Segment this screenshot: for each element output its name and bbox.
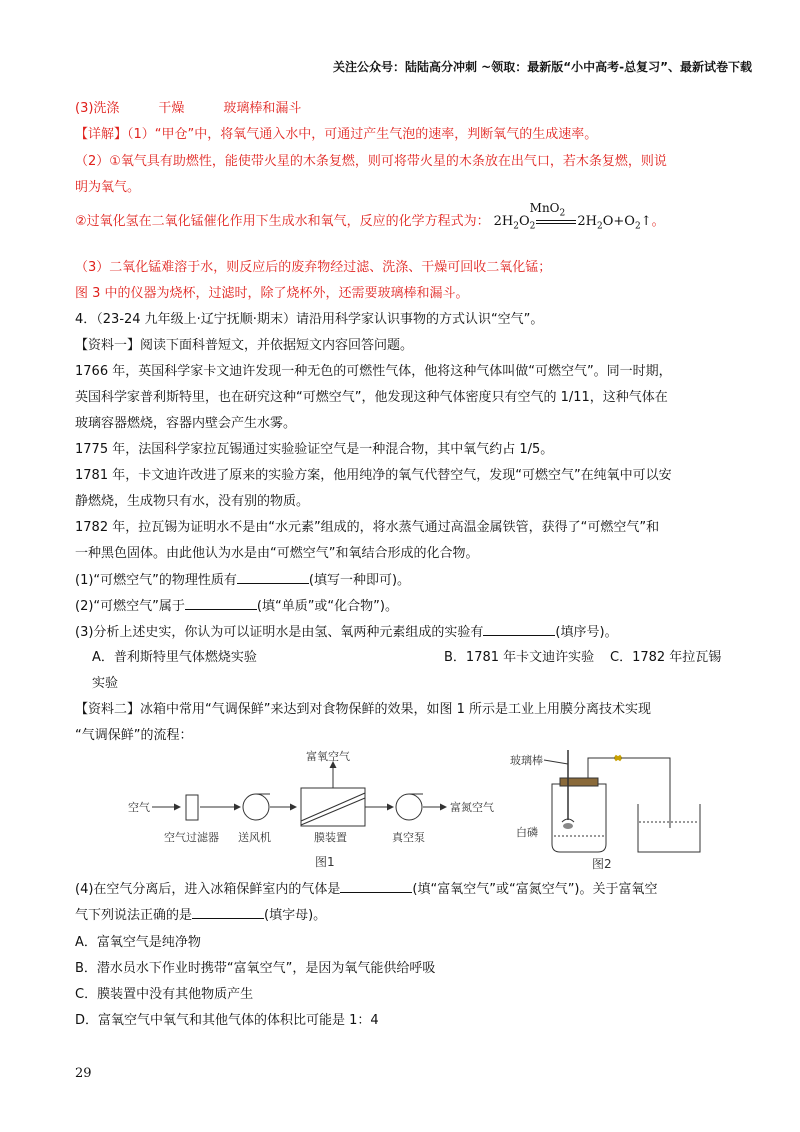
chemical-equation: MnO$_2$ $2H_2O_2$ $2H_2O+O_2↑$	[493, 201, 652, 232]
figure-1-caption: 图1	[315, 855, 335, 869]
answer-blank-2[interactable]	[185, 597, 257, 610]
material-2b: “气调保鲜”的流程：	[75, 728, 193, 743]
answer-blank-4[interactable]	[340, 880, 412, 893]
beaker-shape	[638, 804, 700, 852]
label-blower: 送风机	[238, 831, 271, 844]
sub-question-4a: (4)在空气分离后，进入冰箱保鲜室内的气体是 (填“富氧空气”或“富氮空气”)。关于富氧空	[75, 882, 658, 897]
air-filter-shape	[186, 795, 198, 820]
material-2a: 【资料二】冰箱中常用“气调保鲜”来达到对食物保鲜的效果，如图 1 所示是工业上用膜分离技术实现	[75, 702, 652, 717]
label-membrane: 膜装置	[314, 831, 347, 844]
catalyst-label: MnO$_2$	[529, 201, 566, 219]
para-3b: 静燃烧，生成物只有水，没有别的物质。	[75, 494, 310, 509]
page-header: 关注公众号：陆陆高分冲刺 ~领取：最新版“小中高考-总复习”、最新试卷下载	[333, 60, 752, 74]
page-number: 29	[75, 1066, 92, 1081]
para-3a: 1781 年，卡文迪许改进了原来的实验方案，他用纯净的氧气代替空气，发现“可燃空气”在纯氧中可以安	[75, 468, 672, 483]
detail-2a: （2）①氧气具有助燃性，能使带火星的木条复燃，则可将带火星的木条放在出气口，若木条复燃，则说	[75, 154, 667, 169]
sub-question-3: (3)分析上述史实，你认为可以证明水是由氢、氧两种元素组成的实验有 (填序号)。	[75, 625, 618, 640]
stopper-shape	[560, 778, 598, 786]
para-1b: 英国科学家普利斯特里，也在研究这种“可燃空气”，他发现这种气体密度只有空气的 1/11，这种气体在	[75, 390, 668, 405]
choice-c: C．膜装置中没有其他物质产生	[75, 987, 254, 1002]
choice-a: A．富氧空气是纯净物	[75, 935, 201, 950]
label-glass-rod: 玻璃棒	[510, 754, 543, 767]
detail-4: （3）二氧化锰难溶于水，则反应后的废弃物经过滤、洗涤、干燥可回收二氧化锰；	[75, 260, 552, 275]
figure-2-apparatus	[510, 744, 720, 876]
label-air: 空气	[128, 801, 150, 814]
sub-question-1: (1)“可燃空气”的物理性质有 (填写一种即可)。	[75, 573, 411, 588]
blower-shape	[243, 794, 269, 820]
label-rich-n2: 富氮空气	[450, 801, 494, 814]
para-4a: 1782 年，拉瓦锡为证明水不是由“水元素”组成的，将水蒸气通过高温金属铁管，获得了“可燃空气”和	[75, 520, 660, 535]
answer-blank-5[interactable]	[192, 906, 264, 919]
option-a: A．普利斯特里气体燃烧实验	[92, 650, 257, 665]
detail-2b: 明为氧气。	[75, 180, 141, 195]
detail-5: 图 3 中的仪器为烧杯，过滤时，除了烧杯外，还需要玻璃棒和漏斗。	[75, 286, 469, 301]
answer-blank-1[interactable]	[237, 571, 309, 584]
question-title: 4．（23-24 九年级上·辽宁抚顺·期末）请沿用科学家认识事物的方式认识“空气”。	[75, 312, 544, 327]
sub-question-4b: 气下列说法正确的是 (填字母)。	[75, 908, 327, 923]
answer-line-3: (3)洗涤 干燥 玻璃棒和漏斗	[75, 101, 302, 116]
label-filter: 空气过滤器	[164, 831, 219, 844]
detail-1: 【详解】（1）“甲仓”中，将氧气通入水中，可通过产生气泡的速率，判断氧气的生成速率。	[75, 127, 598, 142]
equation-line: ②过氧化氢在二氧化锰催化作用下生成水和氧气，反应的化学方程式为： MnO$_2$ $2H_2O_2$ $2H_2O+O_2↑$。	[75, 213, 665, 236]
choice-d: D．富氧空气中氧气和其他气体的体积比可能是 1：4	[75, 1013, 379, 1028]
detail-3: ②过氧化氢在二氧化锰催化作用下生成水和氧气，反应的化学方程式为：	[75, 214, 490, 229]
option-c-cont: 实验	[92, 676, 119, 691]
label-rich-o2: 富氧空气	[306, 750, 350, 763]
figure-2-caption: 图2	[592, 857, 612, 871]
para-4b: 一种黑色固体。由此他认为水是由“可燃空气”和氧结合形成的化合物。	[75, 546, 479, 561]
option-b: B．1781 年卡文迪许实验	[444, 650, 595, 665]
answer-blank-3[interactable]	[483, 623, 555, 636]
choice-b: B．潜水员水下作业时携带“富氧空气”，是因为氧气能供给呼吸	[75, 961, 436, 976]
label-pump: 真空泵	[392, 831, 425, 844]
figure-1-flow-diagram	[120, 748, 510, 874]
label-white-p: 白磷	[516, 826, 538, 839]
para-2: 1775 年，法国科学家拉瓦锡通过实验验证空气是一种混合物，其中氧气约占 1/5。	[75, 442, 554, 457]
sub-question-2: (2)“可燃空气”属于 (填“单质”或“化合物”)。	[75, 599, 398, 614]
vacuum-pump-shape	[396, 794, 422, 820]
material-1-heading: 【资料一】阅读下面科普短文，并依据短文内容回答问题。	[75, 338, 414, 353]
para-1a: 1766 年，英国科学家卡文迪许发现一种无色的可燃性气体，他将这种气体叫做“可燃空气”。同一时期，	[75, 364, 672, 379]
white-phosphorus-shape	[563, 823, 573, 829]
jar-shape	[552, 784, 606, 852]
para-1c: 玻璃容器燃烧，容器内壁会产生水雾。	[75, 416, 297, 431]
option-c: C．1782 年拉瓦锡	[610, 650, 722, 665]
tube-shape	[588, 758, 670, 828]
